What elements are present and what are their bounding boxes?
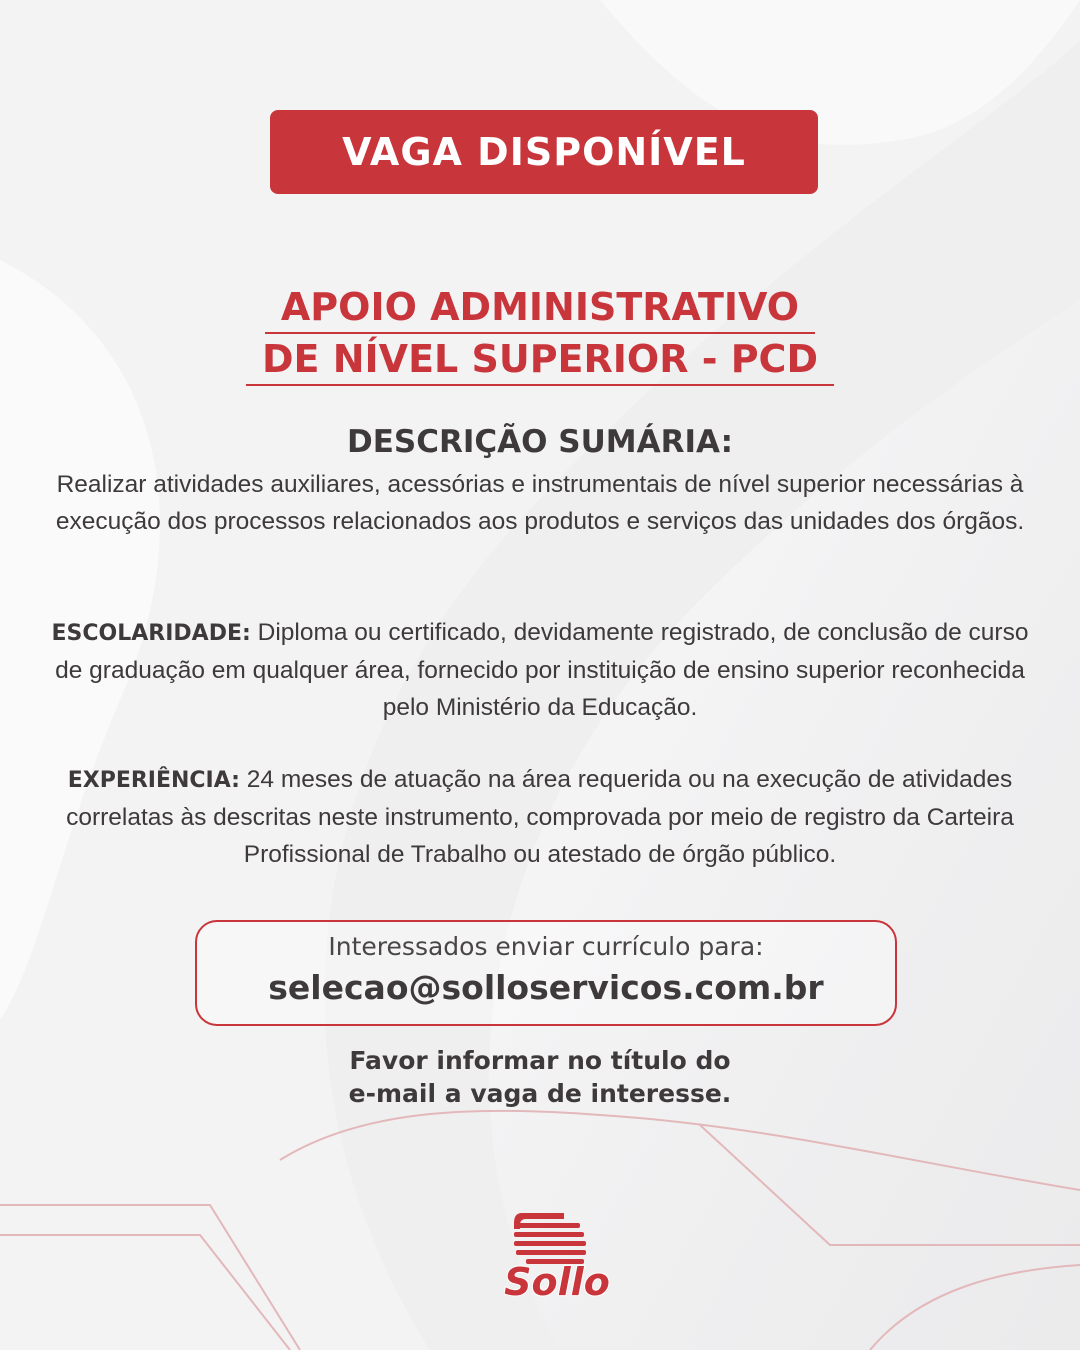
subject-note (0, 1044, 1080, 1110)
schooling-label: ESCOLARIDADE: (51, 621, 251, 646)
contact-label: Interessados enviar currículo para: (328, 932, 764, 961)
contact-box (195, 920, 897, 1026)
vacancy-badge-label: VAGA DISPONÍVEL (342, 130, 746, 174)
job-title-line-1: APOIO ADMINISTRATIVO (265, 282, 815, 334)
experience-label: EXPERIÊNCIA: (67, 768, 240, 793)
job-title (0, 282, 1080, 386)
experience-text: 24 meses de atuação na área requerida ou na execução de atividades correlatas às descritas neste instrumento, comprovada por meio de registro da Carteira Profissional de Trabalho ou atestado de órgão público. (66, 766, 1014, 868)
description-text: Realizar atividades auxiliares, acessórias e instrumentais de nível superior necessárias à execução dos processos relacionados aos produtos e serviços das unidades dos órgãos. (55, 471, 1025, 535)
contact-email-link[interactable]: selecao@solloservicos.com.br (268, 968, 824, 1007)
job-title-line-2: DE NÍVEL SUPERIOR - PCD (246, 334, 834, 386)
description-heading: DESCRIÇÃO SUMÁRIA: (347, 424, 733, 460)
sollo-logo-wordmark: Sollo (504, 1260, 610, 1300)
schooling-paragraph (40, 614, 1040, 726)
experience-paragraph (40, 761, 1040, 873)
sollo-logo-mark (514, 1209, 586, 1265)
subject-note-line-2: e-mail a vaga de interesse. (348, 1079, 732, 1108)
subject-note-line-1: Favor informar no título do (349, 1046, 731, 1075)
schooling-text: Diploma ou certificado, devidamente registrado, de conclusão de curso de graduação em qualquer área, fornecido por instituição de ensino superior reconhecida pelo Ministério da Educação. (55, 619, 1029, 721)
sollo-logo (492, 1205, 622, 1300)
vacancy-badge (270, 110, 818, 194)
